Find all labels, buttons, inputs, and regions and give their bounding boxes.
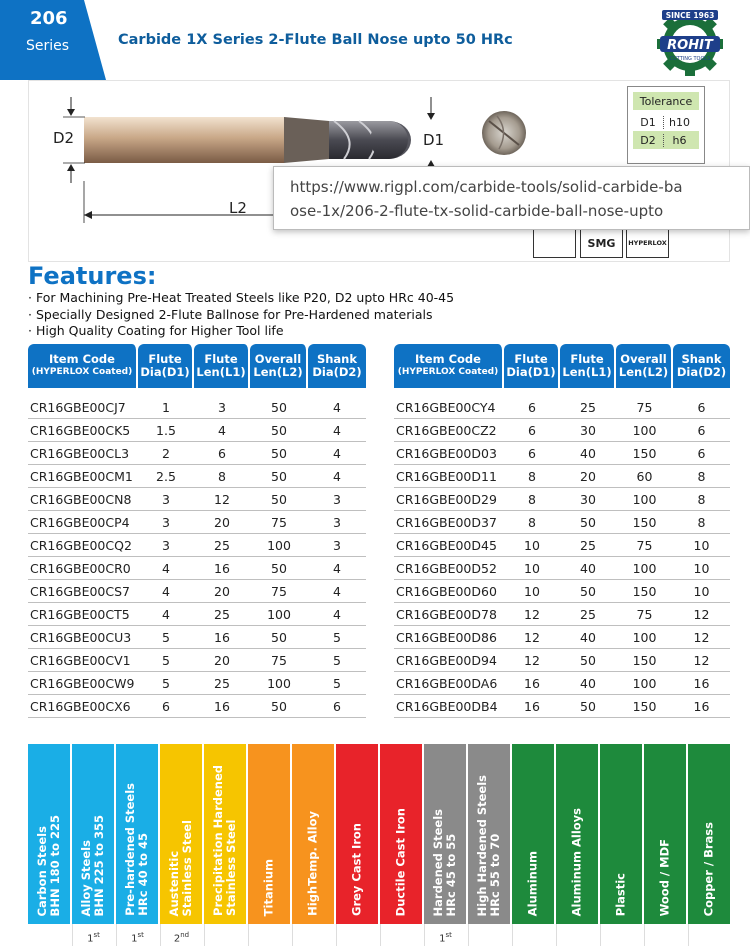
header-shank-dia: Shank Dia(D2)	[673, 344, 730, 388]
header-item-code: Item Code (HYPERLOX Coated)	[394, 344, 504, 388]
material-label	[263, 859, 276, 916]
feature-list	[28, 290, 454, 340]
table-cell: 12	[194, 488, 250, 511]
table-cell: 8	[673, 488, 730, 511]
table-cell: 8	[504, 511, 560, 534]
table-row	[28, 419, 366, 442]
material-tile	[644, 744, 686, 924]
material-tile	[468, 744, 510, 924]
table-row	[28, 603, 366, 626]
table-cell: 100	[616, 626, 673, 649]
table-cell: CR16GBE00CQ2	[28, 534, 138, 557]
table-cell: 4	[138, 580, 194, 603]
header-flute-dia: Flute Dia(D1)	[504, 344, 560, 388]
table-cell: 6	[673, 442, 730, 465]
table-cell: 10	[673, 557, 730, 580]
table-cell: 5	[308, 649, 366, 672]
material-rank	[468, 924, 510, 946]
table-cell: CR16GBE00D37	[394, 511, 504, 534]
material-tile	[204, 744, 246, 924]
table-cell: 12	[504, 649, 560, 672]
table-cell: 50	[250, 557, 308, 580]
table-cell: 4	[138, 603, 194, 626]
table-cell: 100	[616, 488, 673, 511]
table-cell: 12	[673, 626, 730, 649]
material-label	[527, 851, 540, 916]
table-row	[394, 534, 730, 557]
table-cell: 30	[560, 419, 616, 442]
table-cell: CR16GBE00DB4	[394, 695, 504, 718]
svg-text:SINCE 1963: SINCE 1963	[665, 11, 715, 20]
material-tile	[116, 744, 158, 924]
table-cell: 40	[560, 557, 616, 580]
material-label-line: Precipitation Hardened	[211, 765, 225, 916]
table-row	[394, 442, 730, 465]
table-cell: CR16GBE00D45	[394, 534, 504, 557]
table-cell: CR16GBE00CT5	[28, 603, 138, 626]
material-label-line: Aluminum Alloys	[569, 807, 584, 916]
material-label-line: BHN 180 to 225	[48, 814, 62, 916]
table-cell: CR16GBE00D52	[394, 557, 504, 580]
table-cell: 1	[138, 396, 194, 419]
tolerance-box	[627, 86, 705, 164]
material-tile	[424, 744, 466, 924]
table-cell: 5	[138, 626, 194, 649]
table-cell: 4	[138, 557, 194, 580]
material-ranks	[28, 924, 730, 946]
table-cell: 16	[673, 695, 730, 718]
table-cell: 5	[138, 649, 194, 672]
table-cell: 25	[194, 534, 250, 557]
table-cell: CR16GBE00CL3	[28, 442, 138, 465]
material-rank	[380, 924, 422, 946]
table-cell: 50	[560, 695, 616, 718]
material-rank	[688, 924, 730, 946]
material-rank: 1st	[424, 924, 466, 946]
tooltip-line-1: https://www.rigpl.com/carbide-tools/solid-carbide-ba	[290, 178, 683, 196]
features-title: Features:	[28, 262, 157, 290]
material-label	[351, 823, 364, 916]
table-cell: 20	[194, 511, 250, 534]
table-cell: 5	[138, 672, 194, 695]
table-cell: CR16GBE00CU3	[28, 626, 138, 649]
table-row	[394, 649, 730, 672]
material-rank	[336, 924, 378, 946]
material-label-line: Grey Cast Iron	[349, 823, 364, 916]
page-title: Carbide 1X Series 2-Flute Ball Nose upto 50 HRc	[118, 32, 513, 48]
table-cell: 16	[673, 672, 730, 695]
table-row	[28, 626, 366, 649]
table-cell: 1.5	[138, 419, 194, 442]
table-cell: CR16GBE00D11	[394, 465, 504, 488]
table-cell: 20	[194, 580, 250, 603]
tolerance-row-d2: D2 h6	[633, 131, 699, 149]
table-cell: 60	[616, 465, 673, 488]
table-row	[28, 557, 366, 580]
table-cell: 4	[308, 580, 366, 603]
material-label-line: Hardened Steels	[431, 808, 445, 916]
table-cell: CR16GBE00CX6	[28, 695, 138, 718]
blank-badge	[533, 228, 576, 258]
material-label-line: Stainless Steel	[224, 819, 238, 916]
table-cell: 150	[616, 649, 673, 672]
table-cell: 8	[194, 465, 250, 488]
table-cell: 2.5	[138, 465, 194, 488]
table-cell: 4	[308, 603, 366, 626]
table-cell: CR16GBE00CY4	[394, 396, 504, 419]
label-l2: L2	[229, 199, 247, 217]
label-d2: D2	[53, 129, 75, 147]
table-cell: 12	[504, 626, 560, 649]
product-table-left	[28, 344, 366, 718]
material-tile	[292, 744, 334, 924]
table-cell: 3	[138, 511, 194, 534]
material-label	[659, 839, 672, 916]
table-cell: CR16GBE00DA6	[394, 672, 504, 695]
table-header-row	[394, 344, 730, 388]
table-cell: 50	[250, 442, 308, 465]
material-label	[476, 775, 502, 916]
table-header-row	[28, 344, 366, 388]
table-cell: 8	[673, 465, 730, 488]
material-label	[432, 809, 458, 916]
material-rank	[644, 924, 686, 946]
table-row	[394, 695, 730, 718]
material-label-line: Ductile Cast Iron	[393, 807, 408, 916]
material-label-line: Alloy Steels	[79, 839, 93, 916]
table-cell: CR16GBE00CJ7	[28, 396, 138, 419]
series-number: 206	[30, 8, 68, 29]
table-cell: 75	[616, 534, 673, 557]
table-cell: 100	[616, 419, 673, 442]
table-row	[394, 465, 730, 488]
table-cell: 25	[560, 534, 616, 557]
table-cell: 150	[616, 442, 673, 465]
material-label	[395, 808, 408, 916]
header-flute-len: Flute Len(L1)	[560, 344, 616, 388]
table-row	[394, 557, 730, 580]
header-overall-len: Overall Len(L2)	[616, 344, 673, 388]
material-rank	[28, 924, 70, 946]
table-cell: 50	[250, 465, 308, 488]
material-rank: 1st	[72, 924, 114, 946]
table-cell: 6	[504, 419, 560, 442]
table-cell: 50	[250, 626, 308, 649]
header-overall-len: Overall Len(L2)	[250, 344, 308, 388]
table-cell: 4	[308, 419, 366, 442]
table-cell: 6	[673, 396, 730, 419]
table-cell: 75	[250, 511, 308, 534]
material-label	[212, 765, 238, 916]
table-cell: 30	[560, 488, 616, 511]
table-cell: 6	[673, 419, 730, 442]
table-cell: 16	[194, 695, 250, 718]
table-cell: 100	[616, 557, 673, 580]
table-cell: 40	[560, 626, 616, 649]
table-cell: CR16GBE00D29	[394, 488, 504, 511]
material-rank	[556, 924, 598, 946]
table-cell: 5	[308, 672, 366, 695]
tooltip-line-2: ose-1x/206-2-flute-tx-solid-carbide-ball-nose-upto	[290, 202, 664, 220]
table-row	[28, 672, 366, 695]
material-label	[571, 808, 584, 916]
table-cell: 10	[504, 557, 560, 580]
material-label	[80, 815, 106, 916]
table-cell: 10	[673, 534, 730, 557]
table-cell: 100	[250, 534, 308, 557]
table-row	[394, 511, 730, 534]
material-label	[307, 811, 320, 916]
material-label-line: HighTemp. Alloy	[305, 811, 320, 916]
table-cell: 3	[138, 488, 194, 511]
table-cell: 8	[504, 465, 560, 488]
table-cell: 40	[560, 672, 616, 695]
table-cell: 5	[308, 626, 366, 649]
table-cell: 6	[504, 396, 560, 419]
table-cell: 10	[504, 534, 560, 557]
table-cell: CR16GBE00D60	[394, 580, 504, 603]
header-flute-dia: Flute Dia(D1)	[138, 344, 194, 388]
table-cell: 150	[616, 580, 673, 603]
table-cell: 50	[250, 396, 308, 419]
table-cell: CR16GBE00D78	[394, 603, 504, 626]
material-label-line: Pre-hardened Steels	[123, 783, 137, 916]
table-row	[394, 419, 730, 442]
table-cell: 20	[194, 649, 250, 672]
material-label	[36, 815, 62, 916]
table-cell: 10	[673, 580, 730, 603]
table-cell: 25	[194, 603, 250, 626]
table-cell: CR16GBE00CW9	[28, 672, 138, 695]
material-label-line: BHN 225 to 355	[92, 814, 106, 916]
material-tile	[600, 744, 642, 924]
material-label-line: HRc 45 to 55	[444, 833, 458, 916]
hyperlox-badge: HYPERLOX	[626, 228, 669, 258]
table-row	[394, 488, 730, 511]
series-word: Series	[26, 38, 70, 54]
table-cell: 40	[560, 442, 616, 465]
svg-text:CUTTING TOOLS: CUTTING TOOLS	[669, 56, 711, 62]
material-tile	[72, 744, 114, 924]
table-cell: 10	[504, 580, 560, 603]
table-cell: 12	[673, 603, 730, 626]
svg-text:ROHIT: ROHIT	[667, 38, 713, 53]
table-cell: 6	[504, 442, 560, 465]
table-row	[28, 488, 366, 511]
material-label-line: HRc 55 to 70	[488, 833, 502, 916]
smg-badge: SMG	[580, 228, 623, 258]
table-row	[394, 580, 730, 603]
table-cell: 50	[560, 511, 616, 534]
table-cell: 8	[673, 511, 730, 534]
material-tile	[336, 744, 378, 924]
table-body-left	[28, 388, 366, 718]
table-cell: CR16GBE00CP4	[28, 511, 138, 534]
table-cell: CR16GBE00CR0	[28, 557, 138, 580]
table-cell: 4	[308, 465, 366, 488]
table-cell: 3	[194, 396, 250, 419]
table-cell: 25	[560, 396, 616, 419]
table-cell: 6	[308, 695, 366, 718]
material-label-line: Austenitic	[167, 850, 181, 916]
header-item-code: Item Code (HYPERLOX Coated)	[28, 344, 138, 388]
material-rank: 2nd	[160, 924, 202, 946]
table-cell: 3	[308, 511, 366, 534]
table-cell: CR16GBE00CS7	[28, 580, 138, 603]
material-tile	[512, 744, 554, 924]
material-label-line: Plastic	[613, 872, 628, 916]
feature-item: · Specially Designed 2-Flute Ballnose for Pre-Hardened materials	[28, 306, 433, 322]
material-tile	[28, 744, 70, 924]
table-cell: 4	[308, 442, 366, 465]
table-cell: 4	[308, 396, 366, 419]
material-tile	[556, 744, 598, 924]
material-rank: 1st	[116, 924, 158, 946]
material-label-line: Aluminum	[525, 850, 540, 916]
table-cell: 20	[560, 465, 616, 488]
table-cell: 25	[194, 672, 250, 695]
table-cell: 150	[616, 511, 673, 534]
company-logo	[648, 8, 732, 76]
table-cell: 75	[250, 649, 308, 672]
table-cell: 16	[194, 626, 250, 649]
material-tile	[380, 744, 422, 924]
table-cell: 6	[194, 442, 250, 465]
material-rank	[204, 924, 246, 946]
table-cell: 75	[616, 396, 673, 419]
table-cell: 150	[616, 695, 673, 718]
material-label	[168, 820, 194, 916]
material-tile	[248, 744, 290, 924]
table-cell: 100	[616, 672, 673, 695]
material-tile	[160, 744, 202, 924]
table-row	[28, 465, 366, 488]
table-cell: 6	[138, 695, 194, 718]
material-label-line: Carbon Steels	[35, 825, 49, 916]
material-label-line: Copper / Brass	[701, 821, 716, 916]
material-rank	[292, 924, 334, 946]
table-cell: CR16GBE00CZ2	[394, 419, 504, 442]
table-row	[28, 396, 366, 419]
table-row	[28, 649, 366, 672]
table-cell: 16	[194, 557, 250, 580]
material-rank	[512, 924, 554, 946]
product-table-right	[394, 344, 730, 718]
material-label	[124, 783, 150, 916]
material-label	[703, 822, 716, 916]
material-label-line: High Hardened Steels	[475, 774, 489, 916]
material-label	[615, 873, 628, 916]
table-cell: 3	[308, 488, 366, 511]
table-cell: 4	[308, 557, 366, 580]
table-spacer	[28, 388, 366, 396]
material-rank	[600, 924, 642, 946]
table-cell: 50	[250, 419, 308, 442]
table-cell: 12	[673, 649, 730, 672]
table-row	[28, 580, 366, 603]
table-row	[394, 626, 730, 649]
table-cell: CR16GBE00D03	[394, 442, 504, 465]
table-spacer	[394, 388, 730, 396]
table-row	[28, 695, 366, 718]
material-label-line: Wood / MDF	[657, 838, 672, 916]
label-d1: D1	[423, 131, 445, 149]
table-cell: 8	[504, 488, 560, 511]
feature-item: · For Machining Pre-Heat Treated Steels like P20, D2 upto HRc 40-45	[28, 290, 455, 305]
table-row	[394, 672, 730, 695]
table-cell: 25	[560, 603, 616, 626]
table-cell: 16	[504, 672, 560, 695]
table-cell: 100	[250, 672, 308, 695]
table-cell: CR16GBE00CN8	[28, 488, 138, 511]
table-cell: 75	[616, 603, 673, 626]
table-row	[28, 534, 366, 557]
table-cell: 75	[250, 580, 308, 603]
material-rank	[248, 924, 290, 946]
table-cell: 16	[504, 695, 560, 718]
table-cell: 100	[250, 603, 308, 626]
tolerance-title: Tolerance	[633, 92, 699, 110]
gear-logo-icon	[648, 8, 732, 76]
table-cell: 50	[250, 695, 308, 718]
material-label-line: Stainless Steel	[180, 819, 194, 916]
table-cell: CR16GBE00D94	[394, 649, 504, 672]
table-cell: 4	[194, 419, 250, 442]
series-badge	[0, 0, 106, 80]
table-cell: CR16GBE00CM1	[28, 465, 138, 488]
table-cell: CR16GBE00CK5	[28, 419, 138, 442]
material-tile	[688, 744, 730, 924]
table-cell: 3	[308, 534, 366, 557]
table-cell: CR16GBE00CV1	[28, 649, 138, 672]
table-row	[394, 603, 730, 626]
tolerance-row-d1: D1 h10	[633, 113, 699, 131]
table-cell: 3	[138, 534, 194, 557]
table-row	[28, 511, 366, 534]
table-row	[28, 442, 366, 465]
table-cell: CR16GBE00D86	[394, 626, 504, 649]
header-shank-dia: Shank Dia(D2)	[308, 344, 366, 388]
table-cell: 50	[250, 488, 308, 511]
table-row	[394, 396, 730, 419]
url-tooltip	[273, 166, 750, 230]
table-cell: 50	[560, 580, 616, 603]
feature-item: · High Quality Coating for Higher Tool life	[28, 323, 284, 338]
material-label-line: HRc 40 to 45	[136, 833, 150, 916]
material-applicability	[28, 744, 730, 924]
table-cell: 12	[504, 603, 560, 626]
material-label-line: Titanium	[261, 858, 276, 916]
table-cell: 2	[138, 442, 194, 465]
table-cell: 50	[560, 649, 616, 672]
header-flute-len: Flute Len(L1)	[194, 344, 250, 388]
table-body-right	[394, 388, 730, 718]
